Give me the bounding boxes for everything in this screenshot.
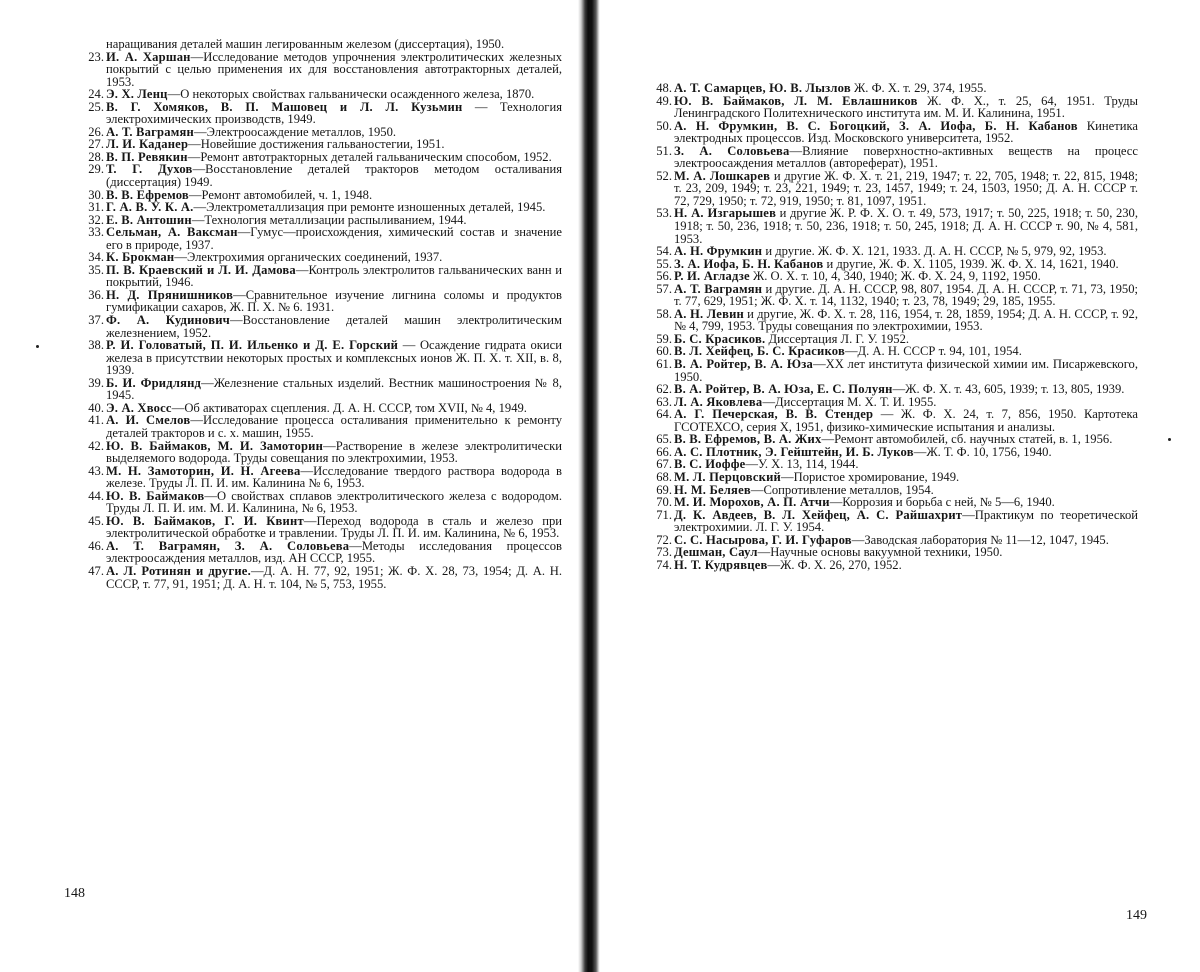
entry-text: —Влияние поверхностно-активных веществ на процесс электроосаждения металлов (автореферат), 1951.: [674, 143, 1138, 171]
bibliography-entry: [64, 314, 562, 339]
entry-number: 71 .: [632, 509, 672, 522]
entry-number: 54 .: [632, 245, 672, 258]
entry-text: —Гумус—происхождения, химический состав и значение его в природе, 1937.: [106, 225, 563, 252]
entry-number: 57 .: [632, 283, 672, 296]
entry-number: 32 .: [64, 214, 104, 227]
entry-authors: Т. Г. Духов: [106, 162, 193, 177]
entry-text: и другие Ж. Р. Ф. Х. О. т. 49, 573, 1917; т. 50, 225, 1918; т. 50, 230, 1918; т. 50, 236, 1918; т. 50, 236, 1918; т. 50, 245, 1918; Д. А. Н. СССР т. 90, № 4, 581, 1953.: [674, 206, 1138, 246]
bibliography-entry: [632, 509, 1138, 534]
bibliography-entry: [64, 163, 562, 188]
entry-number: 27 .: [64, 138, 104, 151]
entry-text: —Методы исследования процессов электроосаждения металлов, изд. АН СССР, 1955.: [106, 538, 562, 566]
entry-number: 73 .: [632, 546, 672, 559]
entry-number: 38 .: [64, 339, 104, 352]
entry-authors: М. А. Лошкарев: [674, 168, 771, 183]
entry-authors: З. А. Иофа, Б. Н. Кабанов: [674, 256, 824, 271]
entry-number: 41 .: [64, 414, 104, 427]
entry-text: —Ж. Т. Ф. 10, 1756, 1940.: [913, 444, 1052, 459]
entry-authors: М. Л. Перцовский: [674, 469, 782, 484]
bibliography-entry: [64, 414, 562, 439]
bibliography-entry: [632, 120, 1138, 145]
entry-authors: Дешман, Саул: [674, 545, 758, 560]
entry-authors: Р. И. Головатый, П. И. Ильенко и Д. Е. Горский: [106, 338, 399, 353]
entry-text: —Электрометаллизация при ремонте изношенных деталей, 1945.: [193, 200, 546, 215]
entry-number: 45 .: [64, 515, 104, 528]
entry-text: Ж. Ф. Х. т. 29, 374, 1955.: [850, 81, 987, 95]
entry-authors: К. Брокман: [106, 250, 175, 265]
entry-text: —Растворение в железе электролитически выделяемого водорода. Труды совещания по электрохимии, 1953.: [106, 438, 563, 466]
entry-text: и другие. Д. А. Н. СССР, 98, 807, 1954. Д. А. Н. СССР, т. 71, 73, 1950; т. 77, 629, 1951; Ж. Ф. Х. т. 14, 1132, 1940; т. 23, 78, 1949; 29, 185, 1955.: [674, 281, 1138, 309]
right-bibliography-list: [632, 82, 1138, 571]
entry-number: 52 .: [632, 170, 672, 183]
entry-authors: В. В. Ефремов, В. А. Жих: [674, 432, 822, 447]
entry-number: 42 .: [64, 440, 104, 453]
entry-authors: В. Л. Хейфец, Б. С. Красиков: [674, 344, 845, 359]
entry-authors: Б. И. Фридлянд: [106, 375, 202, 390]
entry-authors: Л. А. Яковлева: [674, 394, 763, 409]
entry-authors: М. Н. Замоторин, И. Н. Агеева: [106, 463, 301, 478]
entry-number: 51 .: [632, 145, 672, 158]
entry-number: 68 .: [632, 471, 672, 484]
entry-text: —Научные основы вакуумной техники, 1950.: [757, 545, 1003, 560]
entry-number: 33 .: [64, 226, 104, 239]
entry-text: —Диссертация М. Х. Т. И. 1955.: [762, 394, 937, 409]
entry-text: —Контроль электролитов гальванических ванн и покрытий, 1946.: [106, 262, 562, 290]
bibliography-entry: [64, 339, 562, 377]
left-page: [0, 0, 580, 972]
bibliography-entry: [64, 377, 562, 402]
entry-number: 31 .: [64, 201, 104, 214]
entry-authors: Ю. В. Баймаков: [106, 488, 205, 503]
entry-authors: В. Г. Хомяков, В. П. Машовец и Л. Л. Кузьмин: [106, 99, 463, 114]
entry-authors: А. С. Плотник, Э. Гейштейн, И. Б. Луков: [674, 444, 914, 459]
entry-text: —О некоторых свойствах гальванически осажденного железа, 1870.: [167, 87, 535, 102]
entry-authors: А. Г. Печерская, В. В. Стендер: [674, 407, 874, 422]
entry-text: —Исследование процесса осталивания применительно к ремонту деталей тракторов и с. х. машин, 1955.: [106, 413, 562, 440]
entry-number: 28 .: [64, 151, 104, 164]
entry-text: —Пористое хромирование, 1949.: [781, 469, 960, 484]
bibliography-entry: [64, 51, 562, 89]
scan-speck: [36, 345, 39, 348]
entry-text: и другие, Ж. Ф. Х. 1105, 1939. Ж. Ф. Х. 14, 1621, 1940.: [823, 256, 1119, 271]
entry-authors: П. В. Краевский и Л. И. Дамова: [106, 262, 296, 277]
entry-authors: Л. И. Каданер: [106, 137, 189, 152]
entry-text: — Ж. Ф. Х. 24, т. 7, 856, 1950. Картотека ГСОТЕХСО, серия Х, 1951, физико-химические испытания и анализы.: [674, 407, 1138, 434]
bibliography-entry: [64, 465, 562, 490]
entry-text: — Технология электрохимических производств, 1949.: [106, 99, 562, 127]
entry-authors: С. С. Насырова, Г. И. Гуфаров: [674, 532, 852, 547]
entry-authors: А. Т. Ваграмян: [674, 281, 763, 296]
entry-text: —Переход водорода в сталь и железо при электролитической обработке и травлении. Труды Л. П. И. им. Калинина, № 6, 1953.: [106, 513, 562, 541]
entry-authors: А. Н. Фрумкин: [674, 244, 763, 259]
entry-number: 29 .: [64, 163, 104, 176]
entry-authors: А. Т. Ваграмян, З. А. Соловьева: [106, 538, 350, 553]
entry-number: 62 .: [632, 383, 672, 396]
entry-authors: А. Т. Самарцев, Ю. В. Лызлов: [674, 81, 851, 95]
entry-text: наращивания деталей машин легированным железом (диссертация), 1950.: [106, 37, 505, 51]
entry-authors: Э. Х. Ленц: [106, 87, 168, 102]
entry-number: 72 .: [632, 534, 672, 547]
entry-authors: З. А. Соловьева: [674, 143, 790, 158]
entry-text: —Ремонт автомобилей, ч. 1, 1948.: [188, 187, 373, 202]
entry-number: 55 .: [632, 258, 672, 271]
entry-text: —Электроосаждение металлов, 1950.: [194, 124, 397, 139]
entry-authors: Ю. В. Баймаков, Л. М. Евлашников: [674, 93, 918, 108]
entry-text: —Сопротивление металлов, 1954.: [750, 482, 934, 497]
entry-number: 23 .: [64, 51, 104, 64]
entry-number: 56 .: [632, 270, 672, 283]
entry-number: 44 .: [64, 490, 104, 503]
entry-authors: А. Л. Ротинян и другие.: [106, 563, 251, 578]
bibliography-entry: [64, 289, 562, 314]
entry-text: —Железнение стальных изделий. Вестник машиностроения № 8, 1945.: [106, 375, 562, 403]
book-gutter: [578, 0, 600, 972]
entry-number: 47 .: [64, 565, 104, 578]
entry-number: 37 .: [64, 314, 104, 327]
entry-number: 34 .: [64, 251, 104, 264]
entry-text: — Осаждение гидрата окиси железа в присутствии некоторых простых и комплексных ионов Ж. П. Х. т. XII, в. 8, 1939.: [106, 338, 562, 378]
entry-authors: А. Н. Фрумкин, В. С. Богоцкий, З. А. Иофа, Б. Н. Кабанов: [674, 118, 1078, 133]
entry-text: —Технология металлизации распыливанием, 1944.: [191, 212, 467, 227]
bibliography-entry: [632, 283, 1138, 308]
entry-text: —Исследование методов упрочнения электролитических железных покрытий с целью применения их для восстановления автотракторных деталей, 1953.: [106, 49, 563, 89]
entry-number: 70 .: [632, 496, 672, 509]
entry-text: —Коррозия и борьба с ней, № 5—6, 1940.: [829, 495, 1055, 510]
right-page: [600, 0, 1200, 972]
bibliography-entry: [64, 565, 562, 590]
entry-text: —Ремонт автотракторных деталей гальваническим способом, 1952.: [187, 149, 552, 164]
entry-text: Ж. О. Х. т. 10, 4, 340, 1940; Ж. Ф. Х. 24, 9, 1192, 1950.: [749, 269, 1041, 284]
entry-text: Кинетика электродных процессов. Изд. Московского университета, 1952.: [674, 118, 1138, 146]
entry-number: 60 .: [632, 345, 672, 358]
right-page-number: 149: [1126, 908, 1147, 923]
entry-number: 24 .: [64, 88, 104, 101]
entry-text: и другие Ж. Ф. Х. т. 21, 219, 1947; т. 22, 705, 1948; т. 22, 815, 1948; т. 23, 209, 1949; т. 23, 221, 1949; т. 23, 1457, 1949; т. 24, 1503, 1950; Д. А. Н. СССР т. 72, 729, 1950; т. 72, 919, 1950; т. 81, 1097, 1951.: [674, 168, 1138, 208]
entry-number: 63 .: [632, 396, 672, 409]
bibliography-entry: [64, 540, 562, 565]
entry-text: —Сравнительное изучение лигнина соломы и продуктов гумификации сахаров, Ж. П. Х. № 6. 1931.: [106, 287, 562, 315]
entry-authors: В. В. Ефремов: [106, 187, 189, 202]
bibliography-entry: [64, 515, 562, 540]
entry-authors: Н. М. Беляев: [674, 482, 751, 497]
entry-number: 36 .: [64, 289, 104, 302]
left-bibliography-list: [64, 38, 562, 590]
entry-number: 59 .: [632, 333, 672, 346]
entry-number: 48 .: [632, 82, 672, 95]
bibliography-entry: [632, 95, 1138, 120]
bibliography-entry: [64, 226, 562, 251]
entry-authors: В. П. Ревякин: [106, 149, 188, 164]
entry-text: —Ж. Ф. Х. т. 43, 605, 1939; т. 13, 805, 1939.: [892, 382, 1125, 397]
entry-authors: В. С. Иоффе: [674, 457, 746, 472]
entry-authors: Н. Д. Прянишников: [106, 287, 234, 302]
entry-number: 66 .: [632, 446, 672, 459]
entry-number: 30 .: [64, 189, 104, 202]
entry-number: 49 .: [632, 95, 672, 108]
entry-number: 74 .: [632, 559, 672, 572]
entry-authors: Г. А. В. У. К. А.: [106, 200, 194, 215]
bibliography-entry: [632, 559, 1138, 572]
entry-number: 46 .: [64, 540, 104, 553]
entry-number: 39 .: [64, 377, 104, 390]
entry-authors: А. И. Смелов: [106, 413, 191, 428]
entry-text: —Восстановление деталей тракторов методом осталивания (диссертация) 1949.: [106, 162, 563, 190]
bibliography-entry: [64, 440, 562, 465]
bibliography-entry: [632, 145, 1138, 170]
entry-text: —О свойствах сплавов электролитического железа с водородом. Труды Л. П. И. им. М. И. Калинина, № 6, 1953.: [106, 488, 562, 516]
entry-text: —Заводская лаборатория № 11—12, 1047, 1945.: [851, 532, 1109, 547]
entry-text: и другие, Ж. Ф. Х. т. 28, 116, 1954, т. 28, 1859, 1954; Д. А. Н. СССР, т. 92, № 4, 799, 1953. Труды совещания по электрохимии, 1953.: [674, 306, 1138, 334]
entry-text: —У. Х. 13, 114, 1944.: [745, 457, 859, 472]
entry-authors: Р. И. Агладзе: [674, 269, 750, 284]
entry-number: 43 .: [64, 465, 104, 478]
bibliography-entry: [632, 308, 1138, 333]
entry-text: —Об активаторах сцепления. Д. А. Н. СССР, том XVII, № 4, 1949.: [171, 400, 527, 415]
entry-number: 61 .: [632, 358, 672, 371]
bibliography-entry: [632, 408, 1138, 433]
entry-authors: Н. Т. Кудрявцев: [674, 557, 768, 572]
entry-number: 25 .: [64, 101, 104, 114]
entry-text: и другие. Ж. Ф. Х. 121, 1933. Д. А. Н. СССР, № 5, 979, 92, 1953.: [762, 244, 1107, 259]
entry-text: —XX лет института физической химии им. Писаржевского, 1950.: [674, 357, 1139, 384]
entry-number: 67 .: [632, 458, 672, 471]
entry-authors: Н. А. Изгарышев: [674, 206, 777, 221]
entry-number: 69 .: [632, 484, 672, 497]
entry-number: 64 .: [632, 408, 672, 421]
entry-number: 65 .: [632, 433, 672, 446]
bibliography-entry: [64, 264, 562, 289]
entry-authors: Д. К. Авдеев, В. Л. Хейфец, А. С. Райшахрит: [674, 507, 963, 522]
entry-authors: В. А. Ройтер, В. А. Юза: [674, 357, 814, 372]
entry-authors: В. А. Ройтер, В. А. Юза, Е. С. Полуян: [674, 382, 893, 397]
entry-authors: Э. А. Хвосс: [106, 400, 172, 415]
entry-number: 35 .: [64, 264, 104, 277]
entry-text: Ж. Ф. Х., т. 25, 64, 1951. Труды Ленинградского Политехнического института им. М. И. Калинина, 1951.: [674, 93, 1138, 121]
bibliography-entry: [632, 358, 1138, 383]
entry-text: —Д. А. Н. СССР т. 94, 101, 1954.: [844, 344, 1022, 359]
entry-authors: Е. В. Антошин: [106, 212, 192, 227]
bibliography-entry: [632, 207, 1138, 245]
entry-text: —Практикум по теоретической электрохимии. Л. Г. У. 1954.: [674, 507, 1138, 535]
entry-authors: Ю. В. Баймаков, М. И. Замоторин: [106, 438, 324, 453]
entry-text: —Исследование твердого раствора водорода в железе. Труды Л. П. И. им. Калинина № 6, 1953.: [106, 463, 562, 491]
entry-number: 26 .: [64, 126, 104, 139]
entry-text: —Ж. Ф. Х. 26, 270, 1952.: [767, 557, 902, 572]
entry-number: 53 .: [632, 207, 672, 220]
entry-authors: Ф. А. Кудинович: [106, 313, 230, 328]
entry-authors: Сельман, А. Ваксман: [106, 225, 238, 240]
entry-number: 50 .: [632, 120, 672, 133]
entry-text: —Ремонт автомобилей, сб. научных статей, в. 1, 1956.: [821, 432, 1113, 447]
scan-speck: [1168, 438, 1171, 441]
bibliography-entry: [64, 101, 562, 126]
entry-text: Диссертация Л. Г. У. 1952.: [765, 331, 910, 346]
left-page-number: 148: [64, 886, 85, 901]
entry-authors: М. И. Морохов, А. П. Атчи: [674, 495, 830, 510]
entry-authors: А. Н. Левин: [674, 306, 744, 321]
bibliography-entry: [632, 170, 1138, 208]
entry-text: —Восстановление деталей машин электролитическим железнением, 1952.: [106, 313, 562, 340]
entry-text: —Д. А. Н. 77, 92, 1951; Ж. Ф. Х. 28, 73, 1954; Д. А. Н. СССР, т. 77, 91, 1951; Д. А. Н. т. 104, № 5, 753, 1955.: [106, 563, 562, 591]
entry-number: 58 .: [632, 308, 672, 321]
entry-authors: И. А. Харшан: [106, 49, 191, 64]
entry-authors: Б. С. Красиков.: [674, 331, 766, 346]
entry-authors: Ю. В. Баймаков, Г. И. Квинт: [106, 513, 304, 528]
entry-text: —Новейшие достижения гальваностегии, 1951.: [188, 137, 445, 152]
bibliography-entry: [64, 490, 562, 515]
entry-authors: А. Т. Ваграмян: [106, 124, 194, 139]
entry-text: —Электрохимия органических соединений, 1937.: [174, 250, 443, 265]
entry-number: 40 .: [64, 402, 104, 415]
